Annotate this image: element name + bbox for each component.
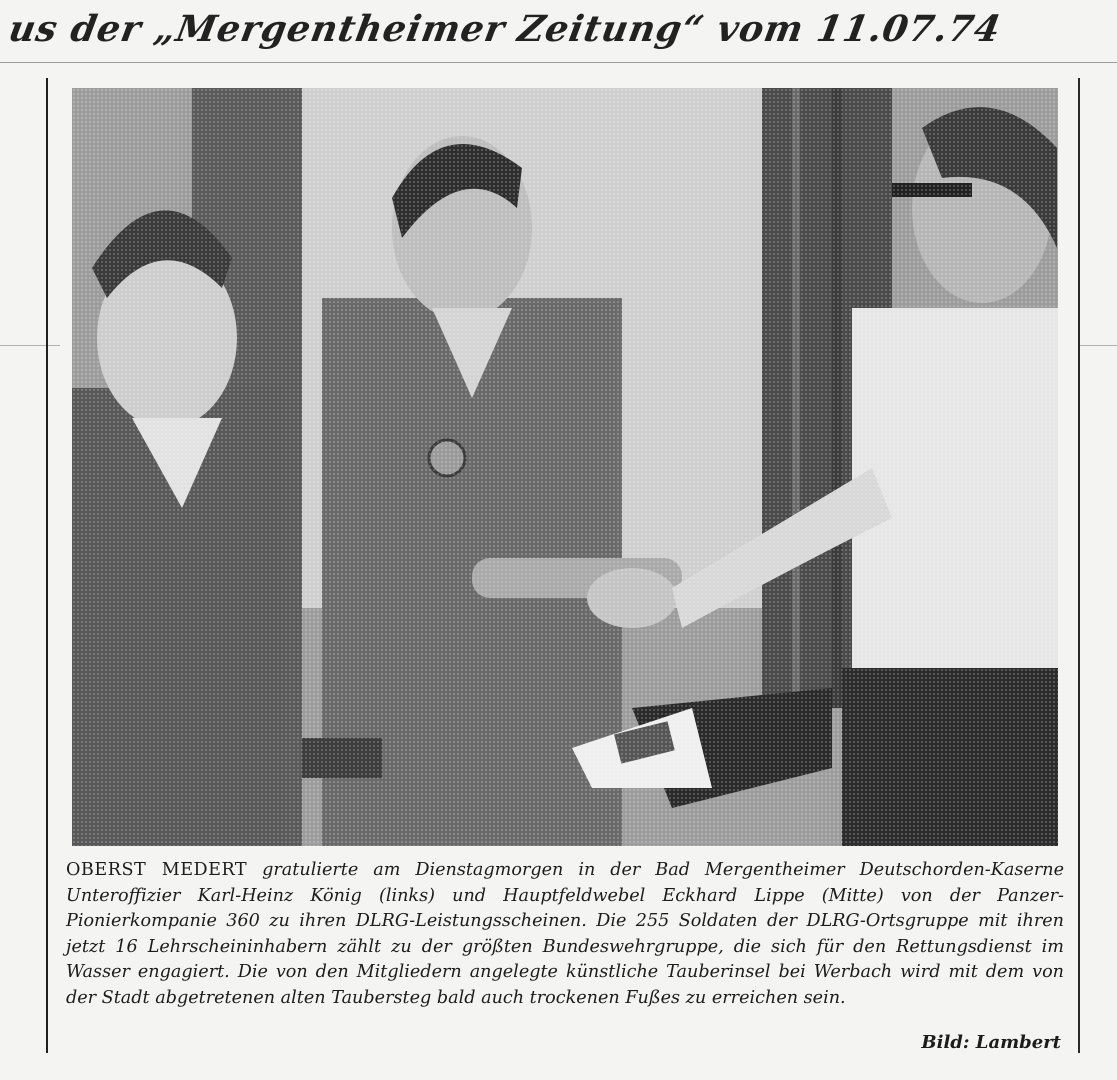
handshake	[587, 568, 677, 628]
photo-scene	[72, 88, 1058, 846]
caption-body: gratulierte am Dienstagmorgen in der Bad Mergentheimer Deutschorden-Kaserne Unteroffizier Karl-Heinz König (links) und Hauptfeldwebel Eckhard Lippe (Mitte) von der Panzer-Pionierkompanie 360 zu ihren DLRG-Leistungsscheinen. Die 255 Soldaten der DLRG-Ortsgruppe mit ihren jetzt 16 Lehrscheininhabern zählt zu der größten Bundeswehrgruppe, die sich für den Rettungsdienst im Wasser engagiert. Die von den Mitgliedern angelegte künstliche Tauberinsel bei Werbach wird mit dem von der Stadt abgetretenen alten Taubersteg bald auch trockenen Fußes zu erreichen sein.	[66, 860, 1064, 1008]
halftone-photo	[72, 88, 1058, 846]
caption-lead: OBERST MEDERT	[66, 860, 248, 880]
paper-fold-mark-right	[1080, 345, 1117, 346]
handwritten-date-note: us der „Mergentheimer Zeitung“ vom 11.07.74	[5, 8, 1005, 50]
paper-fold-line	[0, 62, 1117, 63]
photo-caption	[66, 858, 1064, 1012]
photo-credit: Bild: Lambert	[921, 1032, 1061, 1053]
